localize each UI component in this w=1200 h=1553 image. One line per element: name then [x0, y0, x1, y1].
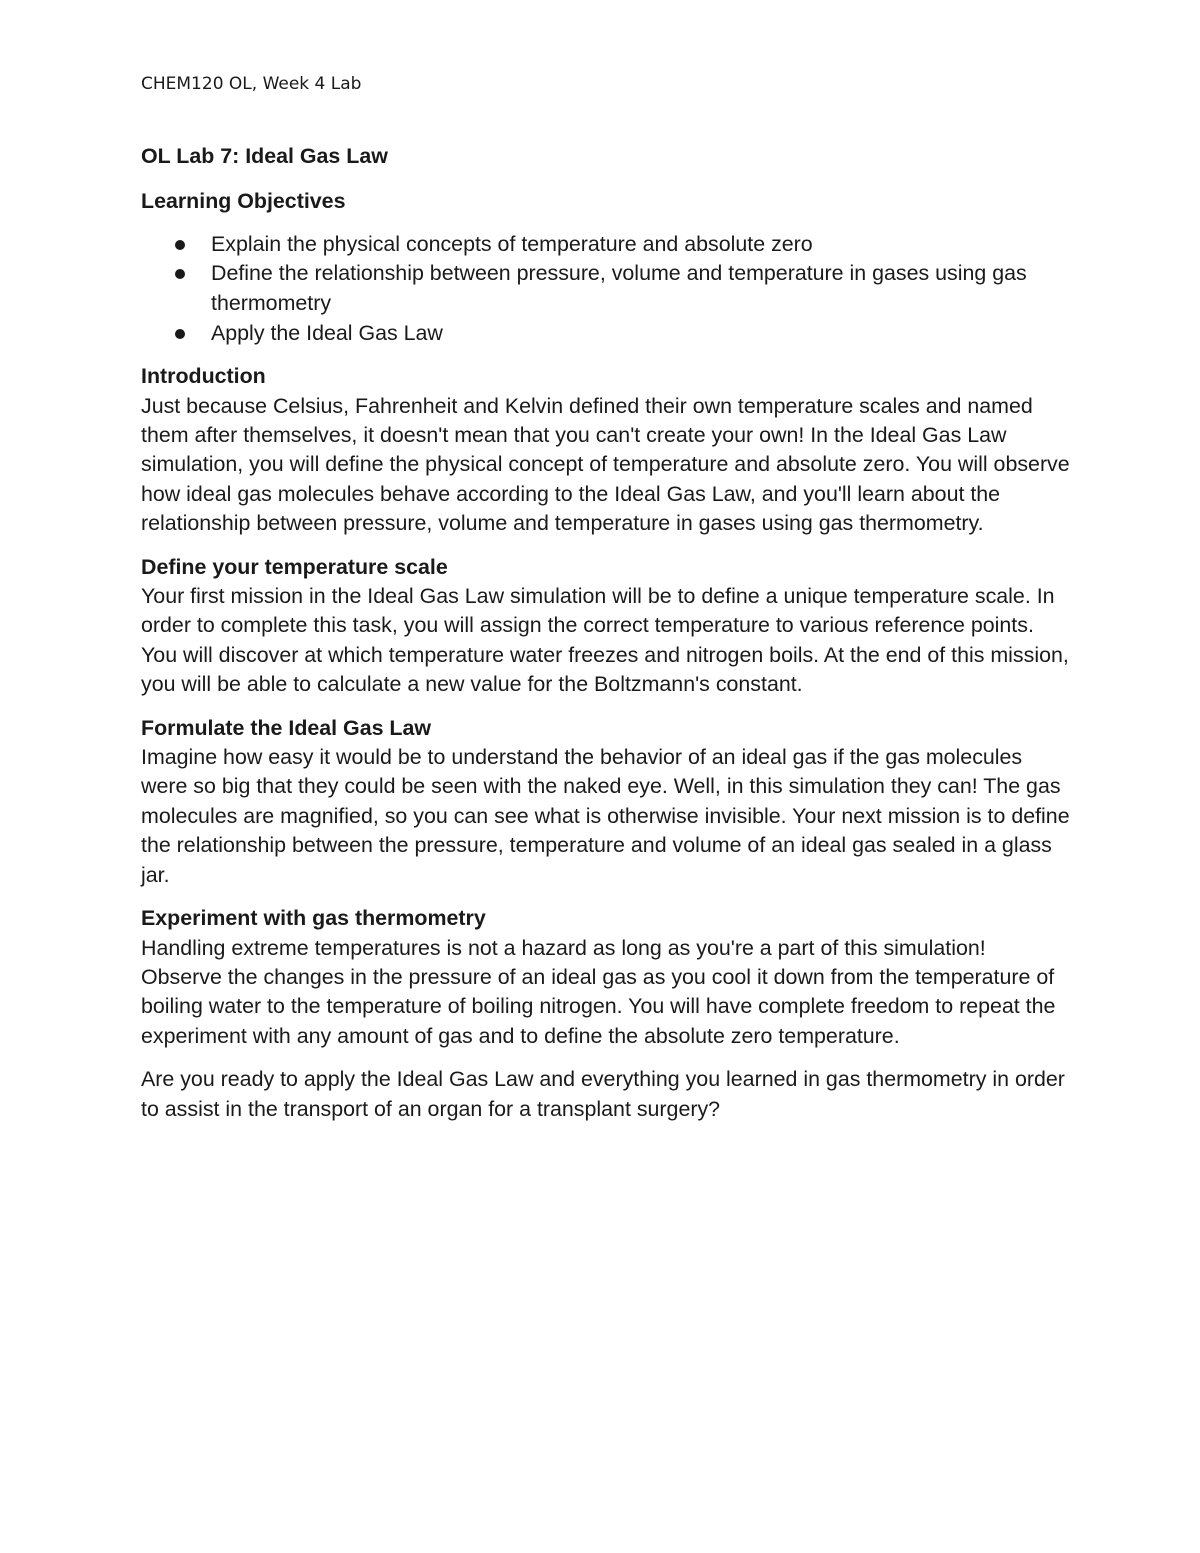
objectives-heading: Learning Objectives [141, 189, 346, 214]
closing-paragraph: Are you ready to apply the Ideal Gas Law and everything you learned in gas thermometry in order to assist in the transport of an organ for a transplant surgery? [141, 1067, 1065, 1121]
section-temperature-scale [141, 553, 1071, 700]
lab-title: OL Lab 7: Ideal Gas Law [141, 144, 388, 168]
objective-text: Apply the Ideal Gas Law [211, 320, 443, 345]
objectives-list [141, 230, 1071, 348]
section-body: Just because Celsius, Fahrenheit and Kelvin defined their own temperature scales and named them after themselves, it doesn't mean that you can't create your own! In the Ideal Gas Law simulation, you will define the physical concept of temperature and absolute zero. You will observe how ideal gas molecules behave according to the Ideal Gas Law, and you'll learn about the relationship between pressure, volume and temperature in gases using gas thermometry. [141, 393, 1070, 536]
objective-text: Define the relationship between pressure, volume and temperature in gases using gas thermometry [211, 261, 1027, 315]
section-gas-thermometry [141, 904, 1071, 1051]
document-content [141, 142, 1071, 1124]
section-heading: Experiment with gas thermometry [141, 906, 486, 931]
bullet-icon [175, 329, 185, 339]
objective-text: Explain the physical concepts of temperature and absolute zero [211, 231, 813, 256]
section-introduction [141, 362, 1071, 538]
page-header: CHEM120 OL, Week 4 Lab [141, 74, 362, 94]
objective-item [141, 259, 1071, 318]
section-body: Imagine how easy it would be to understand the behavior of an ideal gas if the gas molecules were so big that they could be seen with the naked eye. Well, in this simulation they can! The gas molecules are magnified, so you can see what is otherwise invisible. Your next mission is to define the relationship between the pressure, temperature and volume of an ideal gas sealed in a glass jar. [141, 745, 1070, 887]
objective-item [141, 319, 1071, 349]
objective-item [141, 230, 1071, 260]
bullet-icon [175, 240, 185, 250]
section-heading: Introduction [141, 364, 266, 389]
section-body: Your first mission in the Ideal Gas Law simulation will be to define a unique temperature scale. In order to complete this task, you will assign the correct temperature to various reference points. You will discover at which temperature water freezes and nitrogen boils. At the end of this mission, you will be able to calculate a new value for the Boltzmann's constant. [141, 584, 1069, 697]
section-ideal-gas-law [141, 714, 1071, 890]
section-heading: Define your temperature scale [141, 554, 448, 579]
section-body: Handling extreme temperatures is not a hazard as long as you're a part of this simulation! Observe the changes in the pressure of an ideal gas as you cool it down from the temperature of boiling water to the temperature of boiling nitrogen. You will have complete freedom to repeat the experiment with any amount of gas and to define the absolute zero temperature. [141, 935, 1056, 1048]
bullet-icon [175, 269, 185, 279]
section-heading: Formulate the Ideal Gas Law [141, 715, 432, 740]
